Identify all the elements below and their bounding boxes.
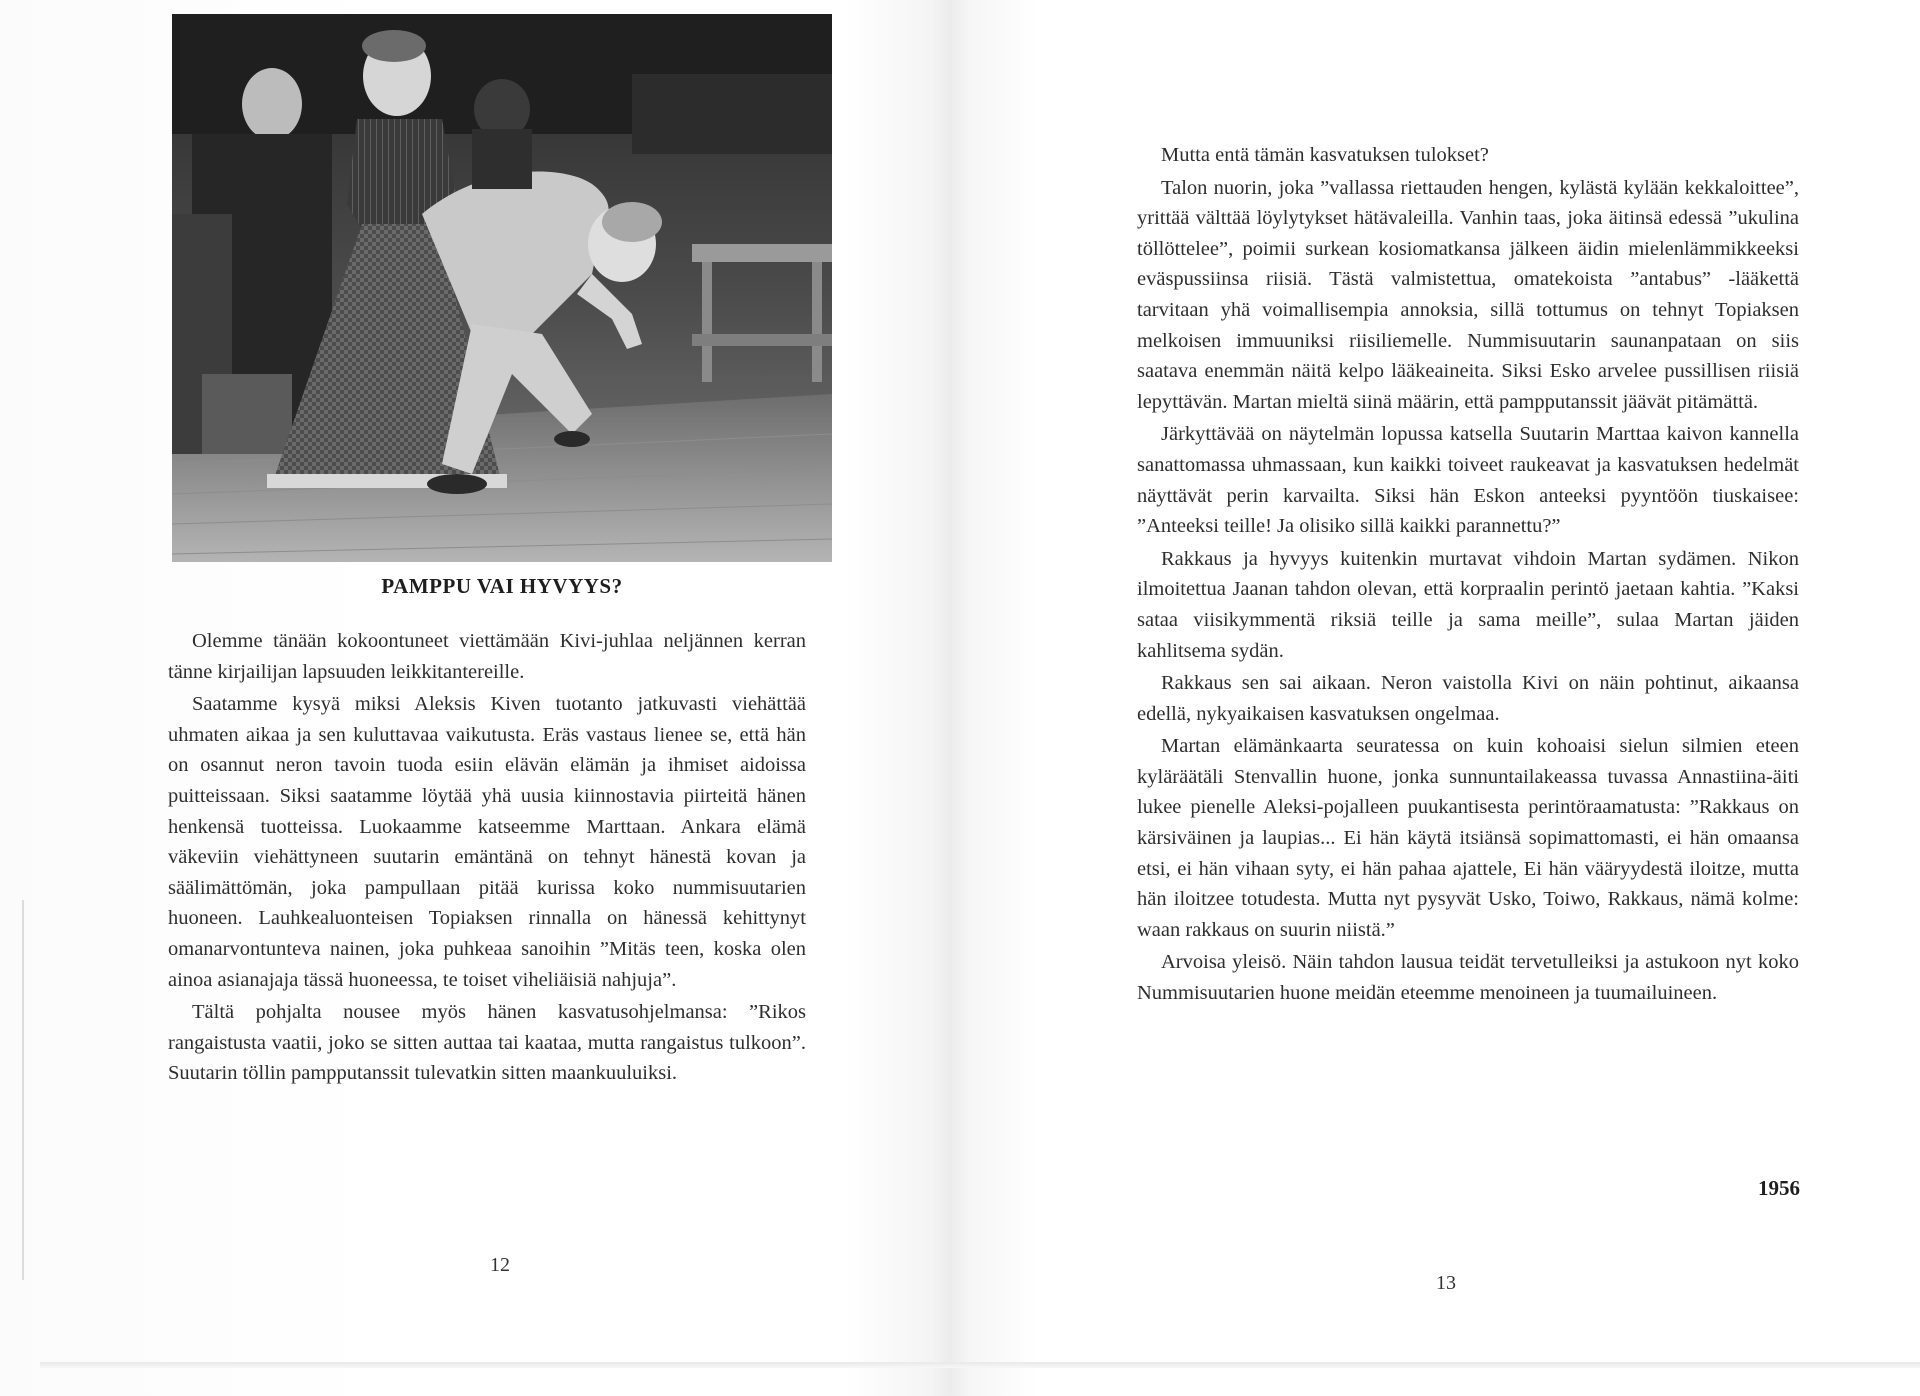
page-number-left: 12 <box>490 1254 510 1276</box>
left-page-text <box>168 626 806 1091</box>
page-number-right: 13 <box>1436 1272 1456 1294</box>
paragraph: Olemme tänään kokoontuneet viettämään Kivi-juhlaa neljännen kerran tänne kirjailijan lapsuuden leikkitantereille. <box>168 630 806 683</box>
paragraph: Mutta entä tämän kasvatuksen tulokset? <box>1161 144 1489 166</box>
scan-margin-line <box>22 900 24 1280</box>
paragraph: Martan elämänkaarta seuratessa on kuin kohoaisi sielun silmien eteen kyläräätäli Stenvallin huone, jonka sunnuntailakeassa tuvassa Annastiina-äiti lukee pienelle Aleksi-pojalleen puukantisesta perintöraamatusta: ”Rakkaus on kärsiväinen ja laupias... Ei hän käytä itsiänsä sopimattomasti, ei hän omaansa etsi, ei hän vihaan syty, ei hän pahaa ajattele, Ei hän vääryydestä iloitze, mutta hän iloitzee totudesta. Mutta nyt pysyvät Usko, Toiwo, Rakkaus, nämä kolme: waan rakkaus on suurin niistä.” <box>1137 735 1799 941</box>
photo-caption: PAMPPU VAI HYVYYS? <box>381 574 623 598</box>
paragraph: Rakkaus ja hyvyys kuitenkin murtavat vihdoin Martan sydämen. Nikon ilmoitettua Jaanan tahdon olevan, että korpraalin perintö jaetaan kahtia. ”Kaksi sataa viisikymmentä riksiä teille ja sama meille”, sulaa Martan jäiden kahlitsema sydän. <box>1137 547 1799 662</box>
paragraph: Rakkaus sen sai aikaan. Neron vaistolla Kivi on näin pohtinut, aikaansa edellä, nykyaikaisen kasvatuksen ongelmaa. <box>1137 672 1799 725</box>
year-signature: 1956 <box>1758 1176 1800 1200</box>
page-bottom-edge <box>40 1362 1920 1368</box>
paragraph: Arvoisa yleisö. Näin tahdon lausua teidät tervetulleiksi ja astukoon nyt koko Nummisuutarien huone meidän eteemme menoineen ja tuumailuineen. <box>1137 951 1799 1005</box>
paragraph: Tältä pohjalta nousee myös hänen kasvatusohjelmansa: ”Rikos rangaistusta vaatii, joko se sitten auttaa tai kaataa, mutta rangaistus tulkoon”. Suutarin töllin pampputanssit tulevatkin sitten maankuuluiksi. <box>168 1001 806 1085</box>
theatre-scene-photo-icon <box>172 14 832 562</box>
paragraph: Järkyttävää on näytelmän lopussa katsella Suutarin Marttaa kaivon kannella sanattomassa uhmassaan, kun kaikki toiveet raukeavat ja kasvatuksen hedelmät näyttävät perin karvailta. Siksi hän Eskon anteeksi pyyntöön tiuskaisee: ”Anteeksi teille! Ja olisiko sillä kaikki parannettu?” <box>1137 423 1799 538</box>
right-page-text <box>1137 140 1799 1011</box>
paragraph: Talon nuorin, joka ”vallassa riettauden hengen, kylästä kylään kekkaloittee”, yrittää välttää löylytykset hätävaleilla. Vanhin taas, joka äitinsä edessä ”ukulina töllöttelee”, poimii surkean kosiomatkansa jälkeen äidin mielenlämmikkeeksi eväspussiinsa riisiä. Tästä valmistettua, omatekoista ”antabus” -lääkettä tarvitaan yhä voimallisempia annoksia, sillä tottumus on tehnyt Topiaksen melkoisen immuuniksi riisiliemelle. Nummisuutarin saunanpataan on siis saatava enemmän näitä kelpo lääkeaineita. Siksi Esko arvelee pussillisen riisiä lepyttävän. Martan mieltä siinä määrin, että pampputanssit jäävät pitämättä. <box>1137 176 1799 413</box>
paragraph: Saatamme kysyä miksi Aleksis Kiven tuotanto jatkuvasti viehättää uhmaten aikaa ja sen kuluttavaa vaikutusta. Eräs vastaus lienee se, että hän on osannut neron tavoin tuoda esiin elävän elämän ja ihmiset aidoissa puitteissaan. Siksi saatamme löytää yhä uusia kiinnostavia piirteitä hänen henkensä tuotteissa. Luokaamme katseemme Marttaan. Ankara elämä väkeviin viehättyneen suutarin emäntänä on tehnyt hänestä kovan ja säälimättömän, joka pampullaan pitää kurissa koko nummisuutarien huoneen. Lauhkealuonteisen Topiaksen rinnalla on hänessä kehittynyt omanarvontunteva nainen, joka puhkeaa sanoihin ”Mitäs teen, koska olen ainoa asianajaja tässä huoneessa, te toiset viheliäisiä nahjuja”. <box>168 693 806 991</box>
